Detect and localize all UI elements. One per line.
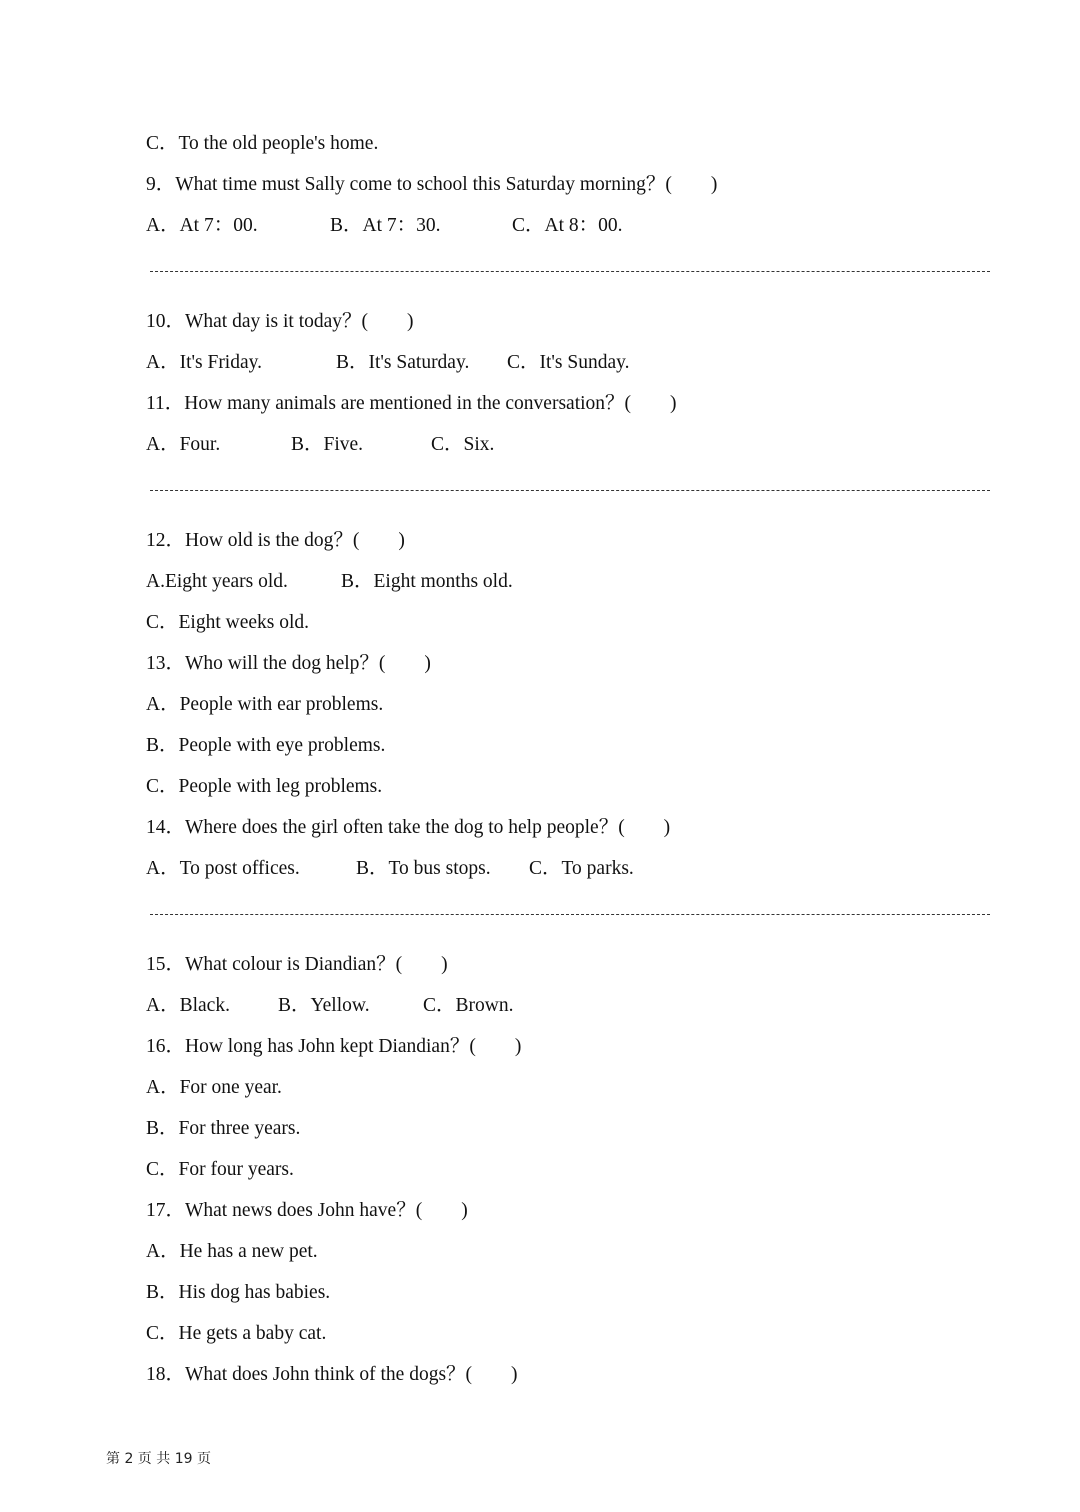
q9-question: 9．What time must Sally come to school this Saturday morning？( )	[146, 174, 718, 195]
q12-option-b: B．Eight months old.	[341, 571, 513, 592]
q17-option-a: A．He has a new pet.	[146, 1241, 318, 1262]
q11-options	[146, 433, 495, 529]
q16-option-a: A．For one year.	[146, 1077, 282, 1098]
q17-option-b: B．His dog has babies.	[146, 1282, 331, 1303]
q12-option-c: C．Eight weeks old.	[146, 612, 310, 633]
q13-question: 13．Who will the dog help？( )	[146, 653, 431, 674]
q14-option-a: A．To post offices.	[146, 858, 300, 879]
q12-option-a: A.Eight years old.	[146, 571, 288, 592]
q13-option-c: C．People with leg problems.	[146, 776, 383, 797]
q10-question: 10．What day is it today？( )	[146, 311, 414, 332]
q11-option-c: C．Six.	[431, 434, 495, 455]
q10-option-c: C．It's Sunday.	[507, 352, 630, 373]
q10-option-a: A．It's Friday.	[146, 352, 262, 373]
q15-option-a: A．Black.	[146, 995, 230, 1016]
q11-option-a: A．Four.	[146, 434, 221, 455]
q17-question: 17．What news does John have？( )	[146, 1200, 468, 1221]
q14-option-b: B．To bus stops.	[356, 858, 491, 879]
page-footer: 第 2 页 共 19 页	[106, 1451, 211, 1467]
q15-option-b: B．Yellow.	[278, 995, 370, 1016]
q11-option-b: B．Five.	[291, 434, 364, 455]
q12-question: 12．How old is the dog？( )	[146, 530, 405, 551]
section-divider	[150, 271, 990, 272]
q10-option-b: B．It's Saturday.	[336, 352, 470, 373]
q16-option-b: B．For three years.	[146, 1118, 301, 1139]
q15-question: 15．What colour is Diandian？( )	[146, 954, 448, 975]
q9-option-a: A．At 7：00.	[146, 215, 258, 236]
q13-option-b: B．People with eye problems.	[146, 735, 386, 756]
q9-option-b: B．At 7：30.	[330, 215, 441, 236]
q18-question: 18．What does John think of the dogs？( )	[146, 1364, 518, 1385]
q14-question: 14．Where does the girl often take the dog to help people？( )	[146, 817, 671, 838]
q14-option-c: C．To parks.	[529, 858, 634, 879]
q13-option-a: A．People with ear problems.	[146, 694, 384, 715]
q14-options	[146, 857, 634, 953]
q9-options	[146, 214, 623, 310]
q16-question: 16．How long has John kept Diandian？( )	[146, 1036, 522, 1057]
q9-option-c: C．At 8：00.	[512, 215, 623, 236]
q8-option-c: C．To the old people's home.	[146, 133, 379, 154]
q11-question: 11．How many animals are mentioned in the conversation？( )	[146, 393, 677, 414]
q17-option-c: C．He gets a baby cat.	[146, 1323, 327, 1344]
section-divider	[150, 490, 990, 491]
q15-option-c: C．Brown.	[423, 995, 514, 1016]
q16-option-c: C．For four years.	[146, 1159, 294, 1180]
section-divider	[150, 914, 990, 915]
